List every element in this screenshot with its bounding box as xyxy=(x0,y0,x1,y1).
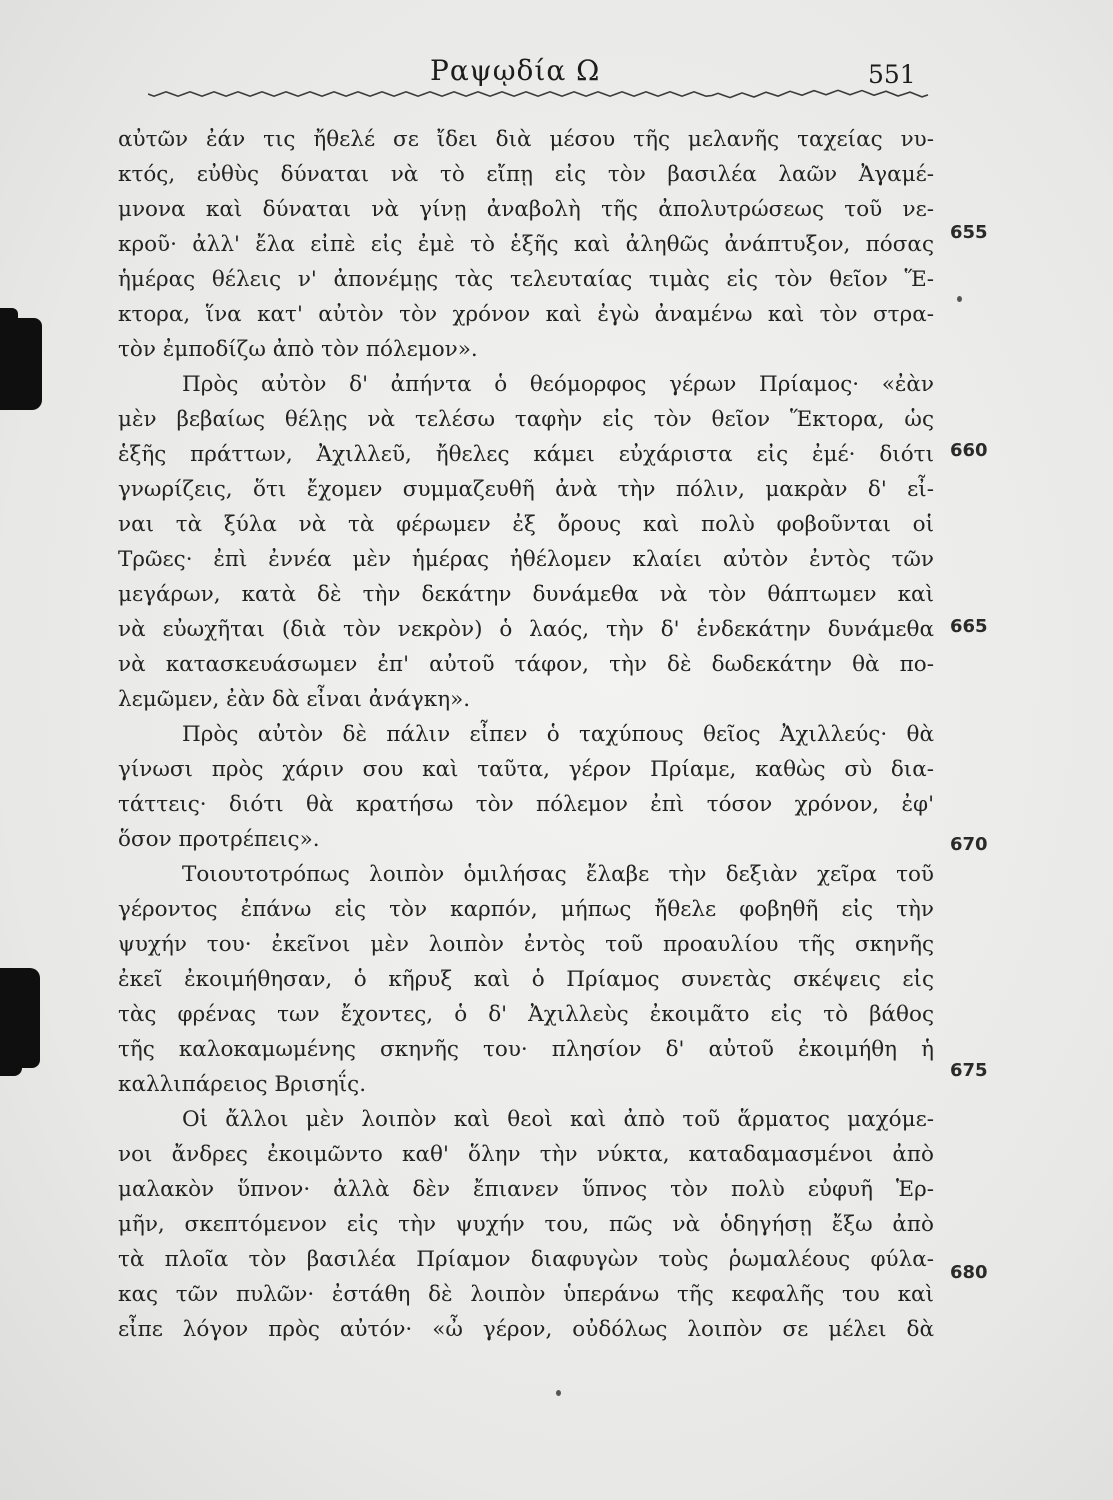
text-line: ψυχήν του· ἐκεῖνοι μὲν λοιπὸν ἐντὸς τοῦ προαυλίου τῆς σκηνῆς xyxy=(118,932,934,957)
text-line: κτός, εὐθὺς δύναται νὰ τὸ εἴπῃ εἰς τὸν βασιλέα λαῶν Ἀγαμέ- xyxy=(118,162,934,187)
text-line: αὐτῶν ἐάν τις ἤθελέ σε ἴδει διὰ μέσου τῆς μελανῆς ταχείας νυ- xyxy=(118,127,934,152)
header-wavy-rule xyxy=(148,86,932,102)
text-line: μεγάρων, κατὰ δὲ τὴν δεκάτην δυνάμεθα νὰ τὸν θάπτωμεν καὶ xyxy=(118,582,934,607)
text-line: τὰ πλοῖα τὸν βασιλέα Πρίαμον διαφυγὼν τοὺς ῥωμαλέους φύλα- xyxy=(118,1247,934,1272)
scan-margin-blot xyxy=(0,968,40,1068)
text-line: εἶπε λόγον πρὸς αὐτόν· «ὦ γέρον, οὐδόλως λοιπὸν σε μέλει δὰ xyxy=(118,1317,934,1342)
text-line: τὰς φρένας των ἔχοντες, ὁ δ' Ἀχιλλεὺς ἐκοιμᾶτο εἰς τὸ βάθος xyxy=(118,1002,934,1027)
text-body xyxy=(118,122,934,1347)
verse-line-number: 665 xyxy=(950,616,988,637)
text-line: ὅσον προτρέπεις». xyxy=(118,827,320,852)
scan-margin-blot xyxy=(0,318,42,410)
text-line: γίνωσι πρὸς χάριν σου καὶ ταῦτα, γέρον Πρίαμε, καθὼς σὺ δια- xyxy=(118,757,934,782)
text-line: μὲν βεβαίως θέλῃς νὰ τελέσω ταφὴν εἰς τὸν θεῖον Ἕκτορα, ὡς xyxy=(118,407,934,432)
paragraph-first-line: Πρὸς αὐτὸν δ' ἀπήντα ὁ θεόμορφος γέρων Πρίαμος· «ἐὰν xyxy=(182,372,934,397)
text-line: καλλιπάρειος Βρισηΐς. xyxy=(118,1072,367,1097)
text-line: ναι τὰ ξύλα νὰ τὰ φέρωμεν ἐξ ὄρους καὶ πολὺ φοβοῦνται οἱ xyxy=(118,512,934,537)
page-number: 551 xyxy=(868,60,916,89)
text-line: λεμῶμεν, ἐὰν δὰ εἶναι ἀνάγκη». xyxy=(118,687,471,712)
text-line: ἡμέρας θέλεις ν' ἀπονέμῃς τὰς τελευταίας τιμὰς εἰς τὸν θεῖον Ἕ- xyxy=(118,267,934,292)
text-line: ἑξῆς πράττων, Ἀχιλλεῦ, ἤθελες κάμει εὐχάριστα εἰς ἐμέ· διότι xyxy=(118,442,934,467)
text-line: γέροντος ἐπάνω εἰς τὸν καρπόν, μήπως ἤθελε φοβηθῆ εἰς τὴν xyxy=(118,897,934,922)
verse-line-number: 670 xyxy=(950,834,988,855)
verse-line-number: 675 xyxy=(950,1060,988,1081)
text-line: τῆς καλοκαμωμένης σκηνῆς του· πλησίον δ' αὐτοῦ ἐκοιμήθη ἡ xyxy=(118,1037,934,1062)
text-line: κροῦ· ἀλλ' ἔλα εἰπὲ εἰς ἐμὲ τὸ ἑξῆς καὶ ἀληθῶς ἀνάπτυξον, πόσας xyxy=(118,232,934,257)
text-line: νὰ εὐωχῆται (διὰ τὸν νεκρὸν) ὁ λαός, τὴν δ' ἑνδεκάτην δυνάμεθα xyxy=(118,617,934,642)
text-line: μαλακὸν ὕπνον· ἀλλὰ δὲν ἔπιανεν ὕπνος τὸν πολὺ εὐφυῆ Ἑρ- xyxy=(118,1177,934,1202)
verse-line-number: 680 xyxy=(950,1262,988,1283)
scan-speck xyxy=(957,296,962,302)
text-line: ἐκεῖ ἐκοιμήθησαν, ὁ κῆρυξ καὶ ὁ Πρίαμος συνετὰς σκέψεις εἰς xyxy=(118,967,934,992)
text-line: κας τῶν πυλῶν· ἐστάθη δὲ λοιπὸν ὑπεράνω τῆς κεφαλῆς του καὶ xyxy=(118,1282,934,1307)
paragraph-first-line: Οἱ ἄλλοι μὲν λοιπὸν καὶ θεοὶ καὶ ἀπὸ τοῦ ἅρματος μαχόμε- xyxy=(182,1107,934,1132)
running-header-title: Ραψῳδία Ω xyxy=(430,54,601,87)
text-line: μνονα καὶ δύναται νὰ γίνῃ ἀναβολὴ τῆς ἀπολυτρώσεως τοῦ νε- xyxy=(118,197,934,222)
text-line: νοι ἄνδρες ἐκοιμῶντο καθ' ὅλην τὴν νύκτα, καταδαμασμένοι ἀπὸ xyxy=(118,1142,934,1167)
verse-line-number: 655 xyxy=(950,222,988,243)
text-line: νὰ κατασκευάσωμεν ἐπ' αὐτοῦ τάφον, τὴν δὲ δωδεκάτην θὰ πο- xyxy=(118,652,934,677)
text-line: μῆν, σκεπτόμενον εἰς τὴν ψυχήν του, πῶς νὰ ὁδηγήσῃ ἔξω ἀπὸ xyxy=(118,1212,934,1237)
text-line: κτορα, ἵνα κατ' αὐτὸν τὸν χρόνον καὶ ἐγὼ ἀναμένω καὶ τὸν στρα- xyxy=(118,302,934,327)
text-line: Τρῶες· ἐπὶ ἐννέα μὲν ἡμέρας ἠθέλομεν κλαίει αὐτὸν ἐντὸς τῶν xyxy=(118,547,934,572)
text-line: τὸν ἐμποδίζω ἀπὸ τὸν πόλεμον». xyxy=(118,337,478,362)
paragraph-first-line: Τοιουτοτρόπως λοιπὸν ὁμιλήσας ἔλαβε τὴν δεξιὰν χεῖρα τοῦ xyxy=(182,862,934,887)
scan-speck xyxy=(556,1390,561,1396)
verse-line-number: 660 xyxy=(950,440,988,461)
paragraph-first-line: Πρὸς αὐτὸν δὲ πάλιν εἶπεν ὁ ταχύπους θεῖος Ἀχιλλεύς· θὰ xyxy=(182,722,934,747)
text-line: γνωρίζεις, ὅτι ἔχομεν συμμαζευθῆ ἀνὰ τὴν πόλιν, μακρὰν δ' εἶ- xyxy=(118,477,934,502)
text-line: τάττεις· διότι θὰ κρατήσω τὸν πόλεμον ἐπὶ τόσον χρόνον, ἐφ' xyxy=(118,792,934,817)
